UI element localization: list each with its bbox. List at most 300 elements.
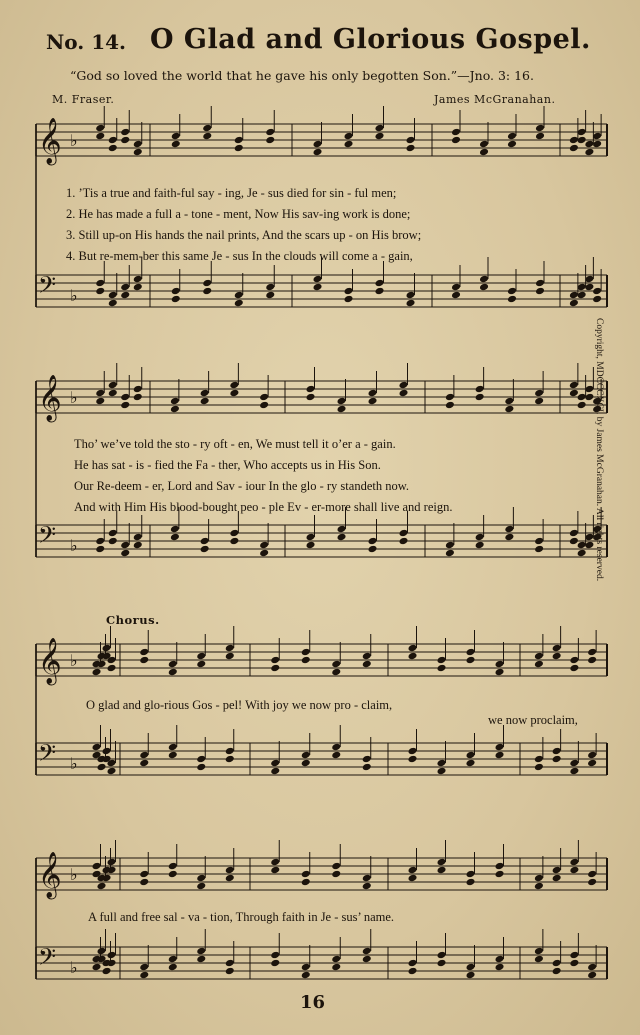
note-head (569, 136, 579, 145)
note-head (108, 381, 118, 390)
note-head (406, 136, 416, 145)
note-head (552, 874, 562, 883)
note-head (200, 537, 210, 546)
note-head (535, 124, 545, 133)
note-head (399, 389, 409, 398)
treble-clef-icon: 𝄞 (38, 118, 62, 164)
note-head (196, 652, 206, 661)
note-head (534, 755, 544, 764)
chorus-line-1: O glad and glo-rious Gos - pel! With joy we now pro - claim, (86, 698, 393, 712)
flat-icon: ♭ (70, 651, 78, 670)
note-head (225, 747, 235, 756)
note-head (408, 874, 418, 883)
treble-clef-icon: 𝄞 (38, 638, 62, 684)
note-head (577, 393, 587, 402)
note-head (196, 947, 206, 956)
note-head (133, 541, 143, 550)
note-head (259, 393, 269, 402)
note-head (592, 287, 602, 296)
note-head (95, 545, 105, 554)
note-head (133, 140, 143, 149)
note-head (107, 767, 117, 776)
note-head (534, 874, 544, 883)
note-head (95, 537, 105, 546)
note-head (451, 128, 461, 137)
verse-2-line-1: 2. He has made a full a - tone - ment, Now His sav-ing work is done; (66, 207, 411, 221)
lyricist-credit: M. Fraser. (52, 93, 115, 106)
flat-icon: ♭ (70, 388, 78, 407)
note-head (139, 751, 149, 760)
note-head (301, 963, 311, 972)
note-head (202, 124, 212, 133)
note-head (95, 124, 105, 133)
chorus-line-1-alt: we now proclaim, (488, 713, 578, 727)
note-head (139, 759, 149, 768)
note-head (168, 743, 178, 752)
note-head (368, 397, 378, 406)
verse-2-line-2: He has sat - is - fied the Fa - ther, Who accepts us in His Son. (74, 458, 381, 472)
note-head (120, 393, 130, 402)
note-head (437, 664, 447, 673)
note-head (259, 549, 269, 558)
note-head (569, 767, 579, 776)
note-head (592, 295, 602, 304)
note-head (270, 656, 280, 665)
bass-clef-icon: 𝄢 (38, 943, 57, 976)
note-head (375, 279, 385, 288)
note-head (577, 401, 587, 410)
note-head (139, 963, 149, 972)
note-head (168, 963, 178, 972)
note-head (196, 660, 206, 669)
flat-icon: ♭ (70, 754, 78, 773)
note-head (301, 759, 311, 768)
note-head (139, 878, 149, 887)
note-head (466, 648, 476, 657)
hymn-title: O Glad and Glorious Gospel. (150, 24, 591, 55)
note-head (225, 959, 235, 968)
note-head (569, 656, 579, 665)
note-head (437, 759, 447, 768)
note-head (406, 144, 416, 153)
note-head (259, 401, 269, 410)
note-head (507, 287, 517, 296)
note-head (331, 955, 341, 964)
note-head (133, 148, 143, 157)
note-head (569, 537, 579, 546)
note-head (534, 660, 544, 669)
note-head (362, 874, 372, 883)
note-head (108, 144, 118, 153)
note-head (507, 140, 517, 149)
scripture-quote: “God so loved the world that he gave his only begotten Son.”—Jno. 3: 16. (70, 68, 534, 83)
note-head (170, 397, 180, 406)
note-head (362, 755, 372, 764)
note-head (362, 947, 372, 956)
note-head (200, 545, 210, 554)
note-head (408, 755, 418, 764)
note-head (479, 275, 489, 284)
flat-icon: ♭ (70, 131, 78, 150)
note-head (451, 283, 461, 292)
note-head (535, 132, 545, 141)
note-head (344, 140, 354, 149)
note-head (535, 287, 545, 296)
note-head (120, 136, 130, 145)
note-head (171, 140, 181, 149)
note-head (408, 967, 418, 976)
note-head (437, 767, 447, 776)
note-head (445, 541, 455, 550)
note-head (225, 644, 235, 653)
note-head (337, 525, 347, 534)
note-head (270, 664, 280, 673)
note-head (139, 648, 149, 657)
note-head (301, 878, 311, 887)
note-head (475, 533, 485, 542)
note-head (306, 385, 316, 394)
note-head (139, 656, 149, 665)
note-head (108, 291, 118, 300)
note-head (466, 971, 476, 980)
note-head (337, 397, 347, 406)
note-head (168, 955, 178, 964)
note-head (234, 291, 244, 300)
note-head (495, 862, 505, 871)
note-head (587, 656, 597, 665)
note-head (552, 747, 562, 756)
note-head (534, 955, 544, 964)
note-head (133, 385, 143, 394)
note-head (270, 951, 280, 960)
note-head (139, 971, 149, 980)
note-head (331, 963, 341, 972)
note-head (306, 541, 316, 550)
note-head (120, 128, 130, 137)
note-head (552, 755, 562, 764)
note-head (337, 405, 347, 414)
note-head (479, 140, 489, 149)
note-head (577, 541, 587, 550)
note-head (229, 529, 239, 538)
note-head (399, 529, 409, 538)
note-head (495, 743, 505, 752)
note-head (587, 878, 597, 887)
note-head (587, 971, 597, 980)
note-head (337, 533, 347, 542)
note-head (170, 405, 180, 414)
note-head (587, 751, 597, 760)
note-head (168, 660, 178, 669)
note-head (504, 525, 514, 534)
verse-4-line-2: And with Him His blood-bought peo - ple Ev - er-more shall live and reign. (74, 500, 453, 514)
note-head (406, 291, 416, 300)
note-head (265, 128, 275, 137)
note-head (552, 652, 562, 661)
note-head (301, 971, 311, 980)
flat-icon: ♭ (70, 536, 78, 555)
bass-clef-icon: 𝄢 (38, 271, 57, 304)
note-head (133, 283, 143, 292)
note-head (552, 959, 562, 968)
note-head (200, 389, 210, 398)
note-head (408, 747, 418, 756)
note-head (133, 275, 143, 284)
note-head (107, 858, 117, 867)
note-head (95, 287, 105, 296)
note-head (265, 283, 275, 292)
note-head (534, 947, 544, 956)
note-head (399, 537, 409, 546)
note-head (344, 287, 354, 296)
note-head (301, 656, 311, 665)
note-head (569, 529, 579, 538)
note-head (437, 951, 447, 960)
note-head (552, 866, 562, 875)
note-head (202, 279, 212, 288)
note-head (301, 870, 311, 879)
note-head (108, 529, 118, 538)
note-head (171, 132, 181, 141)
note-head (375, 132, 385, 141)
note-head (408, 652, 418, 661)
note-head (466, 656, 476, 665)
note-head (535, 279, 545, 288)
note-head (466, 751, 476, 760)
note-head (102, 967, 112, 976)
note-head (120, 541, 130, 550)
note-head (466, 963, 476, 972)
note-head (584, 148, 594, 157)
note-head (507, 295, 517, 304)
chorus-line-2: A full and free sal - va - tion, Through faith in Je - sus’ name. (88, 910, 395, 924)
note-head (120, 291, 130, 300)
note-head (479, 148, 489, 157)
treble-clef-icon: 𝄞 (38, 375, 62, 421)
note-head (569, 389, 579, 398)
note-head (108, 299, 118, 308)
note-head (399, 381, 409, 390)
note-head (534, 397, 544, 406)
note-head (552, 967, 562, 976)
note-head (552, 644, 562, 653)
note-head (92, 862, 102, 871)
note-head (437, 866, 447, 875)
note-head (265, 136, 275, 145)
note-head (445, 401, 455, 410)
note-head (196, 882, 206, 891)
note-head (196, 755, 206, 764)
note-head (102, 644, 112, 653)
note-head (196, 763, 206, 772)
note-head (437, 858, 447, 867)
note-head (170, 525, 180, 534)
note-head (375, 287, 385, 296)
note-head (534, 545, 544, 554)
note-head (225, 874, 235, 883)
note-head (362, 763, 372, 772)
note-head (202, 287, 212, 296)
note-head (368, 545, 378, 554)
note-head (569, 759, 579, 768)
note-head (313, 275, 323, 284)
note-head (534, 882, 544, 891)
note-head (301, 648, 311, 657)
note-head (408, 866, 418, 875)
note-head (437, 959, 447, 968)
note-head (97, 763, 107, 772)
note-head (331, 668, 341, 677)
verse-4-line-1: 4. But re-mem-ber this same Je - sus In the clouds will come a - gain, (66, 249, 413, 263)
note-head (584, 140, 594, 149)
note-head (133, 393, 143, 402)
note-head (475, 541, 485, 550)
note-head (445, 549, 455, 558)
note-head (534, 652, 544, 661)
flat-icon: ♭ (70, 865, 78, 884)
note-head (108, 537, 118, 546)
note-head (225, 652, 235, 661)
note-head (362, 882, 372, 891)
verse-3-line-2: Our Re-deem - er, Lord and Sav - iour In the glo - ry standeth now. (74, 479, 410, 493)
note-head (92, 963, 102, 972)
note-head (569, 866, 579, 875)
note-head (534, 763, 544, 772)
flat-icon: ♭ (70, 958, 78, 977)
note-head (225, 755, 235, 764)
note-head (92, 668, 102, 677)
note-head (331, 660, 341, 669)
note-head (507, 132, 517, 141)
note-head (569, 299, 579, 308)
verse-1-line-2: Tho’ we’ve told the sto - ry oft - en, We must tell it o’er a - gain. (74, 437, 396, 451)
note-head (170, 533, 180, 542)
note-head (504, 405, 514, 414)
note-head (534, 389, 544, 398)
note-head (368, 389, 378, 398)
note-head (108, 136, 118, 145)
note-head (504, 397, 514, 406)
note-head (569, 858, 579, 867)
note-head (495, 955, 505, 964)
note-head (259, 541, 269, 550)
note-head (331, 870, 341, 879)
note-head (265, 291, 275, 300)
page-number: 16 (300, 992, 326, 1013)
note-head (95, 389, 105, 398)
note-head (234, 299, 244, 308)
verse-3-line-1: 3. Still up-on His hands the nail prints, And the scars up - on His brow; (66, 228, 422, 242)
note-head (445, 393, 455, 402)
note-head (466, 759, 476, 768)
hymn-number: No. 14. (46, 30, 126, 54)
note-head (495, 870, 505, 879)
note-head (301, 751, 311, 760)
note-head (495, 963, 505, 972)
bass-clef-icon: 𝄢 (38, 739, 57, 772)
note-head (479, 283, 489, 292)
note-head (495, 668, 505, 677)
note-head (587, 648, 597, 657)
note-head (569, 381, 579, 390)
note-head (168, 870, 178, 879)
note-head (107, 951, 117, 960)
note-head (587, 963, 597, 972)
copyright-notice: Copyright, MDCCCXCI, by James McGranahan. All rights reserved. (594, 318, 604, 582)
note-head (577, 549, 587, 558)
note-head (120, 549, 130, 558)
note-head (569, 951, 579, 960)
note-head (375, 124, 385, 133)
note-head (306, 533, 316, 542)
note-head (270, 858, 280, 867)
note-head (270, 767, 280, 776)
note-head (133, 533, 143, 542)
note-head (107, 664, 117, 673)
note-head (97, 882, 107, 891)
note-head (229, 389, 239, 398)
note-head (331, 862, 341, 871)
note-head (451, 291, 461, 300)
chorus-label: Chorus. (106, 613, 160, 627)
note-head (437, 656, 447, 665)
note-head (569, 144, 579, 153)
note-head (234, 144, 244, 153)
note-head (451, 136, 461, 145)
note-head (331, 743, 341, 752)
note-head (270, 759, 280, 768)
note-head (95, 132, 105, 141)
note-head (344, 132, 354, 141)
note-head (270, 866, 280, 875)
note-head (313, 148, 323, 157)
treble-clef-icon: 𝄞 (38, 852, 62, 898)
note-head (168, 751, 178, 760)
note-head (196, 874, 206, 883)
note-head (139, 870, 149, 879)
note-head (475, 385, 485, 394)
note-head (92, 743, 102, 752)
note-head (171, 295, 181, 304)
note-head (362, 660, 372, 669)
note-head (331, 751, 341, 760)
note-head (569, 291, 579, 300)
note-head (196, 955, 206, 964)
note-head (495, 660, 505, 669)
note-head (587, 870, 597, 879)
note-head (97, 947, 107, 956)
note-head (368, 537, 378, 546)
note-head (234, 136, 244, 145)
note-head (408, 959, 418, 968)
note-head (306, 393, 316, 402)
note-head (344, 295, 354, 304)
note-head (95, 397, 105, 406)
verse-1-line-1: 1. ’Tis a true and faith-ful say - ing, Je - sus died for sin - ful men; (66, 186, 397, 200)
note-head (200, 397, 210, 406)
note-head (270, 959, 280, 968)
note-head (313, 283, 323, 292)
note-head (229, 381, 239, 390)
note-head (108, 389, 118, 398)
note-head (102, 747, 112, 756)
note-head (408, 644, 418, 653)
note-head (362, 652, 372, 661)
note-head (475, 393, 485, 402)
note-head (120, 283, 130, 292)
note-head (587, 759, 597, 768)
note-head (225, 967, 235, 976)
